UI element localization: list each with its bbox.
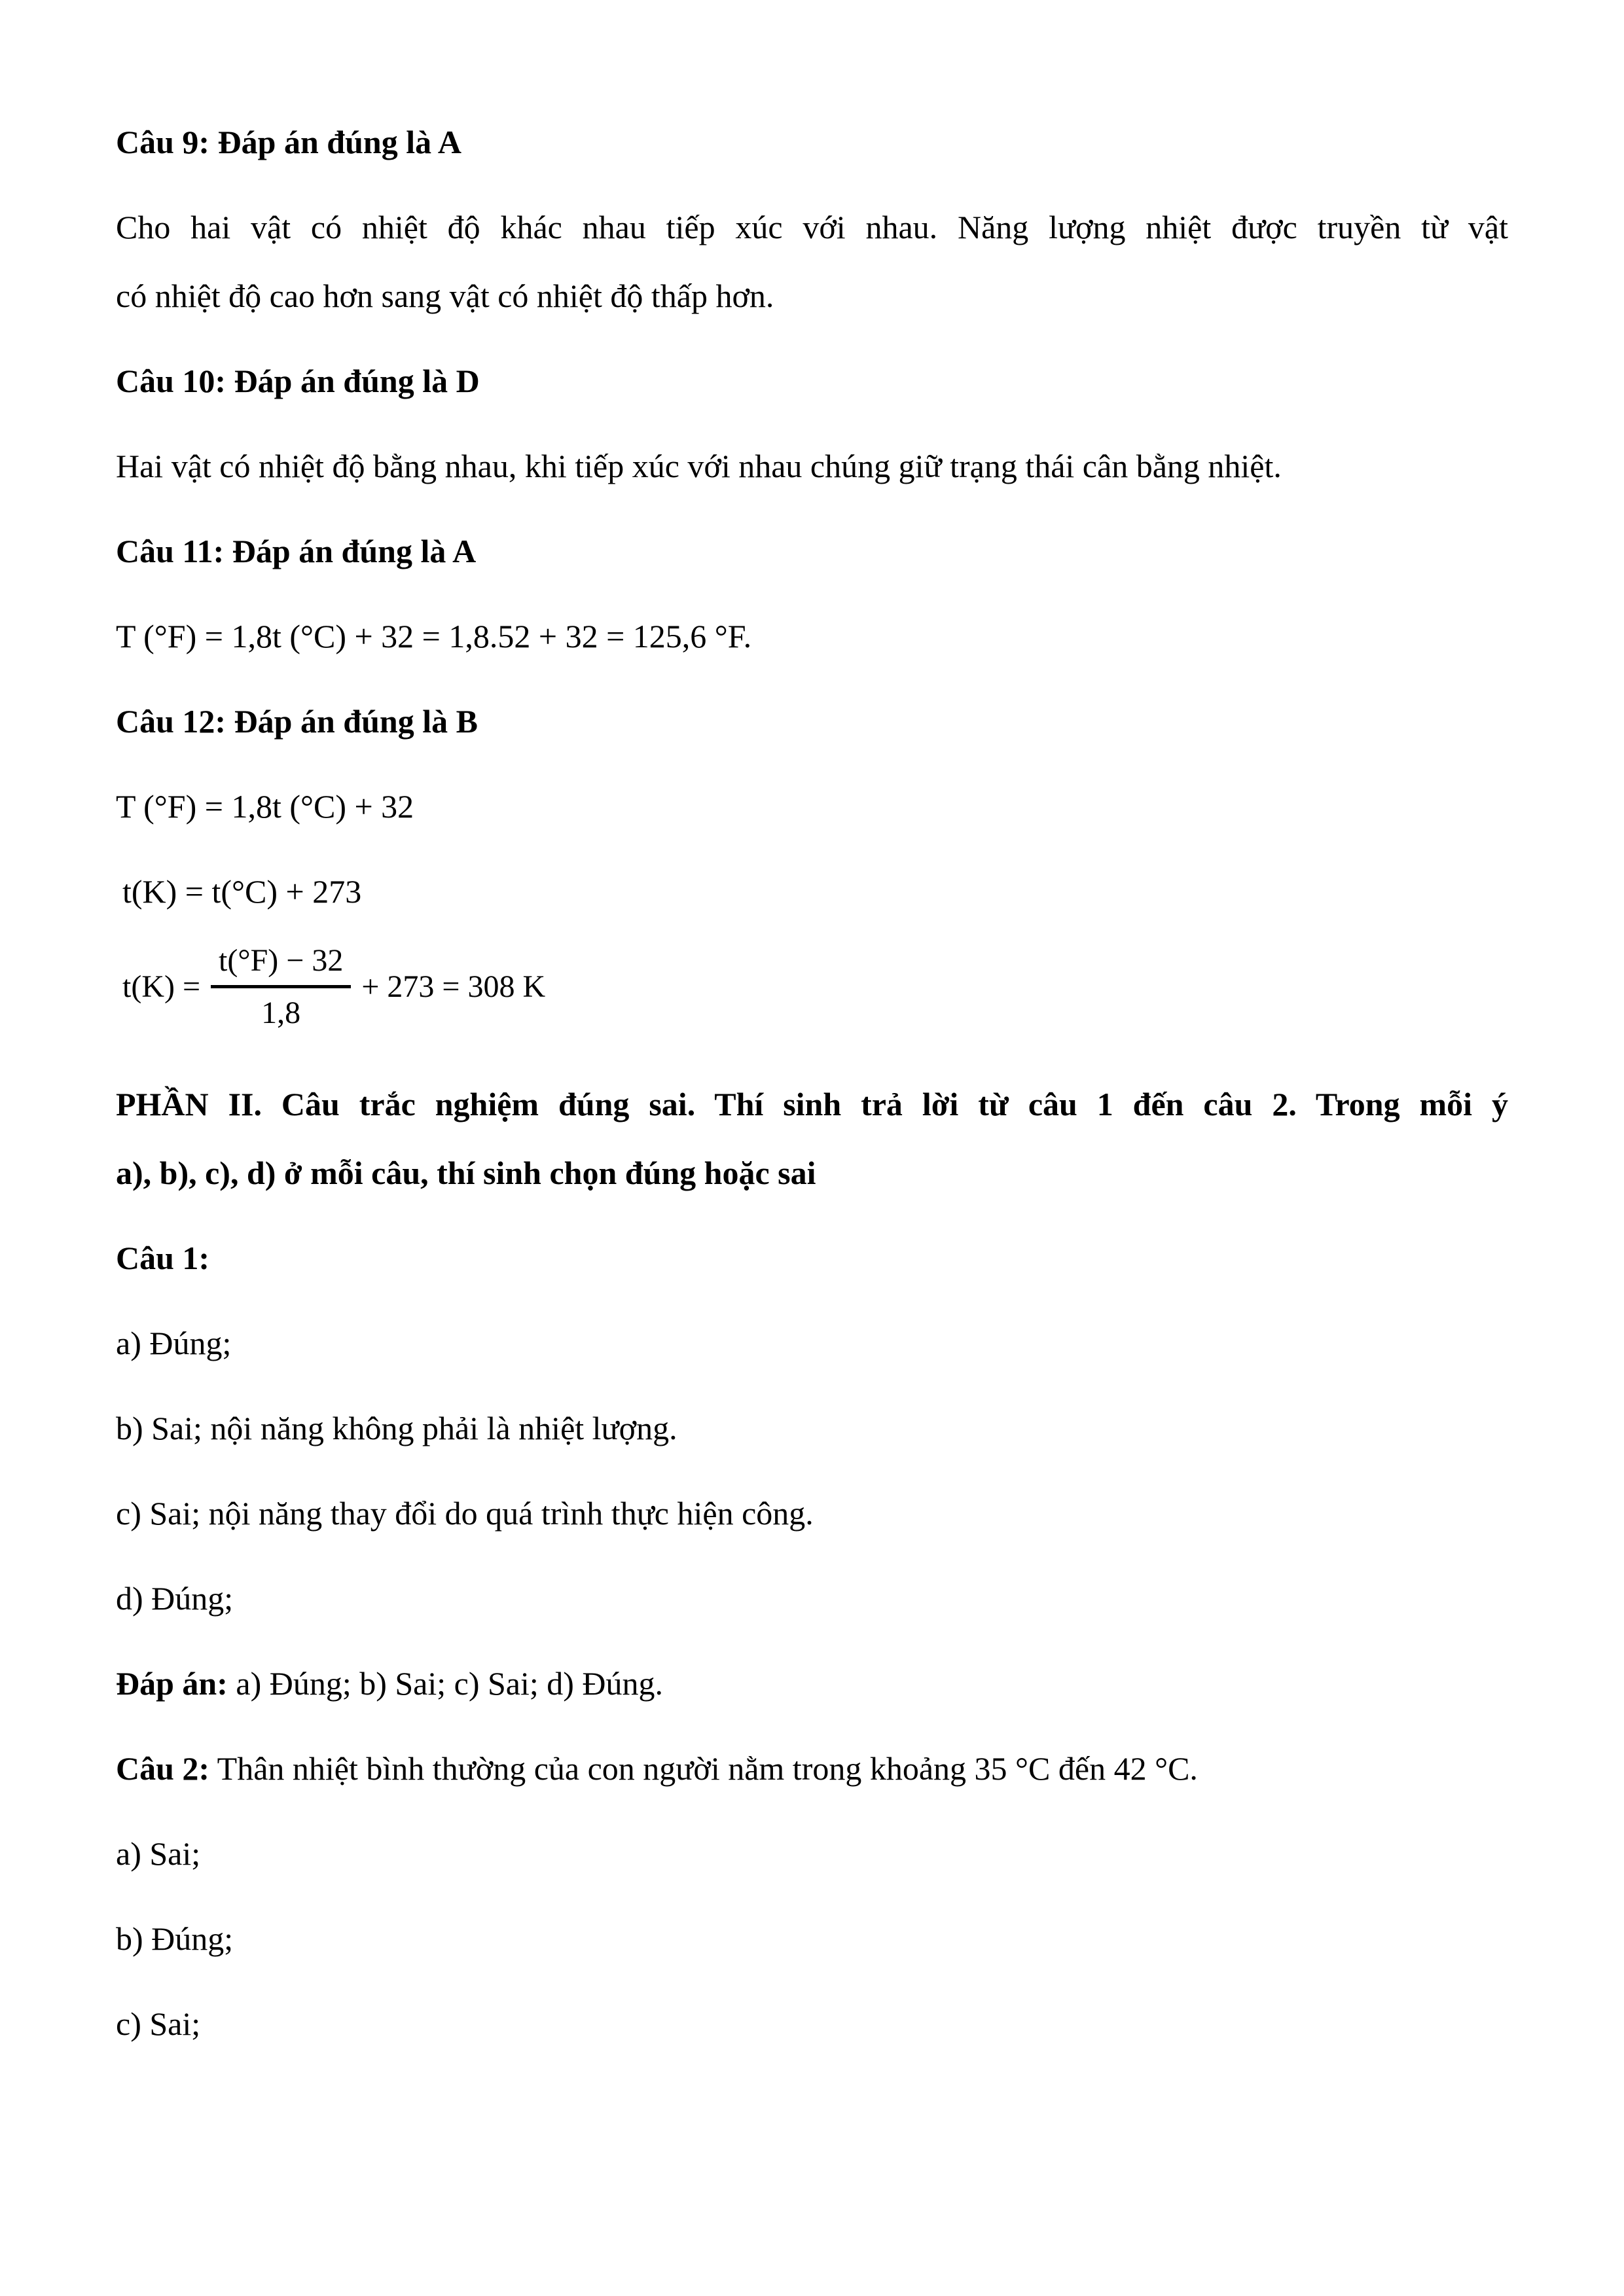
q9-explanation: [116, 193, 1508, 331]
c1-answer-line: [116, 1649, 1508, 1718]
c1-answer-values: a) Đúng; b) Sai; c) Sai; d) Đúng.: [227, 1665, 664, 1702]
part2-heading-line1: PHẦN II. Câu trắc nghiệm đúng sai. Thí sinh trả lời từ câu 1 đến câu 2. Trong mỗi ý: [116, 1086, 1508, 1122]
q10-explanation: Hai vật có nhiệt độ bằng nhau, khi tiếp xúc với nhau chúng giữ trạng thái cân bằng nhiệt.: [116, 448, 1282, 484]
q12-formula-kelvin: t(K) = t(°C) + 273: [122, 873, 362, 910]
c1-answer-label: Đáp án:: [116, 1665, 228, 1702]
c1-option-c: c) Sai; nội năng thay đổi do quá trình thực hiện công.: [116, 1495, 814, 1532]
c2-heading-text: Thân nhiệt bình thường của con người nằm trong khoảng 35 °C đến 42 °C.: [209, 1750, 1198, 1787]
fraction: [211, 942, 351, 1031]
c2-option-b: b) Đúng;: [116, 1920, 234, 1957]
part2-heading: [116, 1070, 1508, 1208]
q9-explanation-line2: có nhiệt độ cao hơn sang vật có nhiệt độ thấp hơn.: [116, 278, 774, 314]
part2-heading-line2: a), b), c), d) ở mỗi câu, thí sinh chọn đúng hoặc sai: [116, 1155, 816, 1191]
q9-explanation-line1: Cho hai vật có nhiệt độ khác nhau tiếp xúc với nhau. Năng lượng nhiệt được truyền từ vật: [116, 209, 1508, 245]
fraction-numerator: t(°F) − 32: [219, 943, 344, 978]
q11-heading: Câu 11: Đáp án đúng là A: [116, 533, 477, 569]
q9-heading: Câu 9: Đáp án đúng là A: [116, 124, 461, 160]
c2-heading-label: Câu 2:: [116, 1750, 210, 1787]
c1-option-b: b) Sai; nội năng không phải là nhiệt lượng.: [116, 1410, 677, 1446]
q11-formula: T (°F) = 1,8t (°C) + 32 = 1,8.52 + 32 = 125,6 °F.: [116, 618, 752, 655]
c1-option-a: a) Đúng;: [116, 1325, 232, 1361]
c2-heading-line: [116, 1734, 1508, 1803]
equation-rhs: + 273 = 308 K: [361, 969, 546, 1004]
fraction-denominator: 1,8: [211, 985, 351, 1031]
equation-lhs: t(K) =: [122, 969, 201, 1004]
q10-heading: Câu 10: Đáp án đúng là D: [116, 363, 480, 399]
c1-heading: Câu 1:: [116, 1240, 210, 1276]
q12-kelvin-fraction-equation: [122, 942, 1508, 1031]
q12-formula-fahrenheit: T (°F) = 1,8t (°C) + 32: [116, 788, 414, 825]
c2-option-c: c) Sai;: [116, 2005, 201, 2042]
c1-option-d: d) Đúng;: [116, 1580, 234, 1617]
c2-option-a: a) Sai;: [116, 1835, 201, 1872]
q12-heading: Câu 12: Đáp án đúng là B: [116, 703, 478, 740]
